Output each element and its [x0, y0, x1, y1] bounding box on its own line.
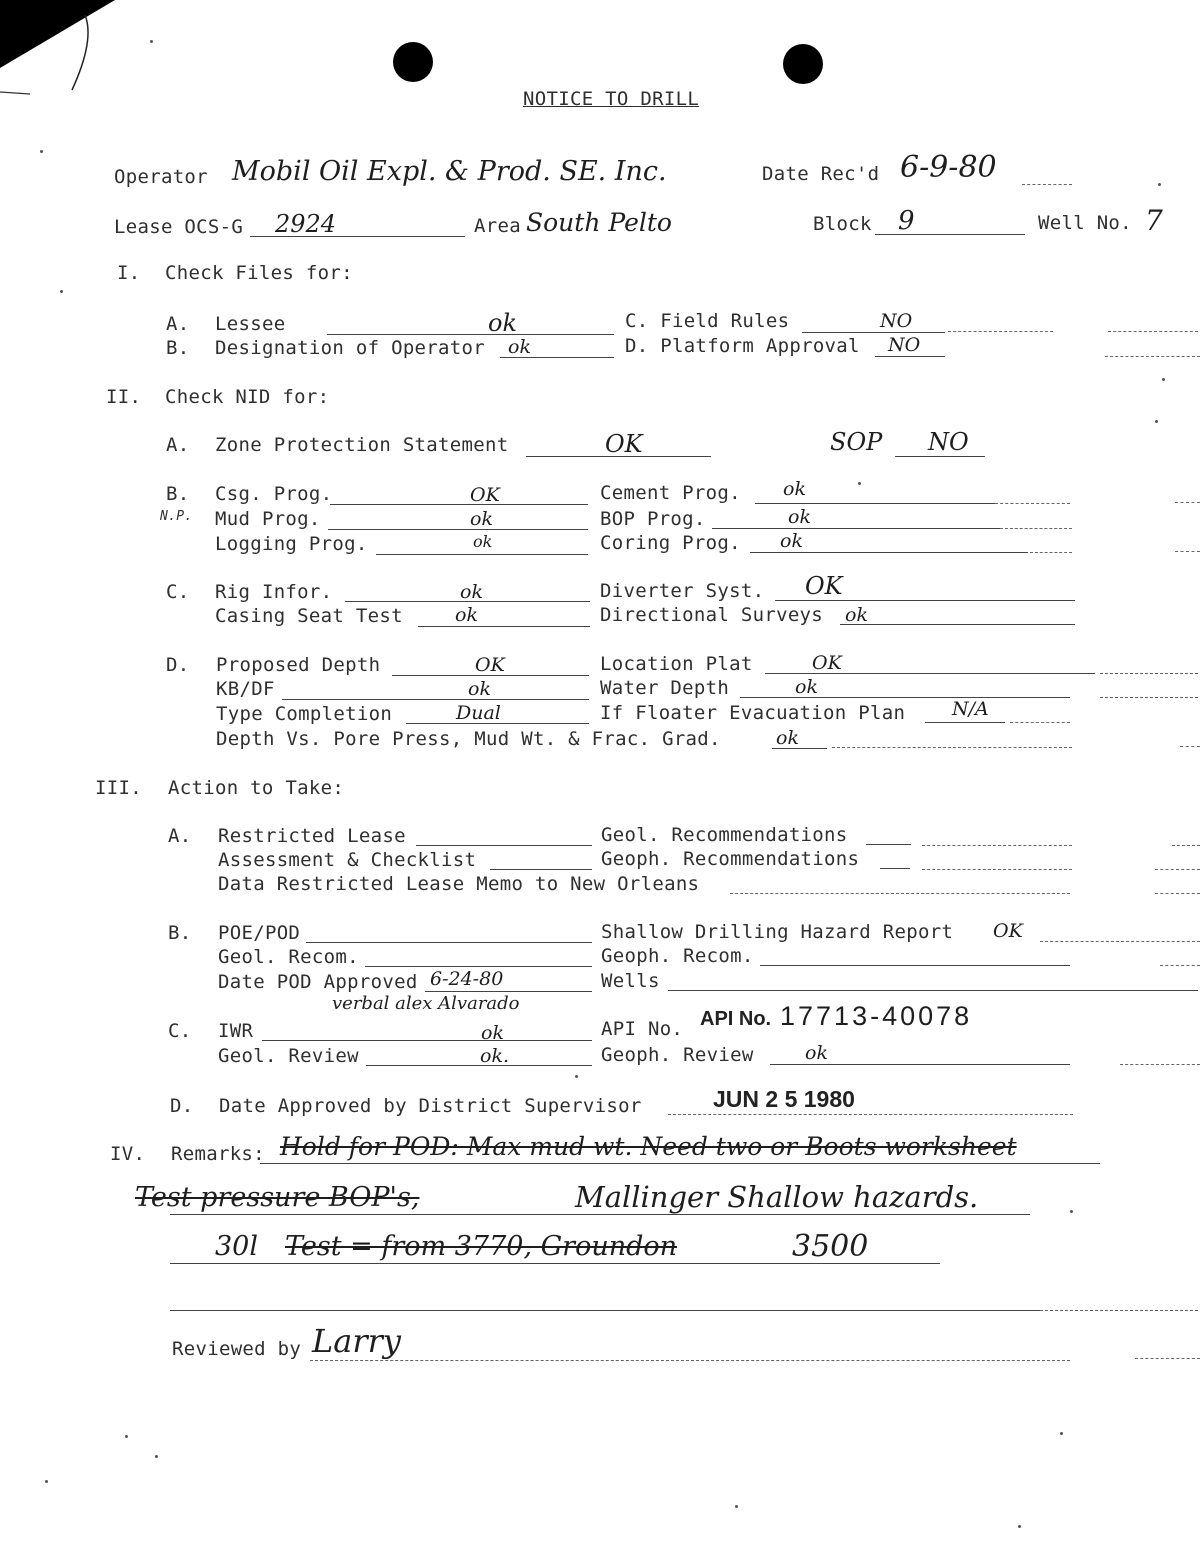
kbdf-value: ok — [468, 678, 491, 700]
designation-letter: B. — [166, 337, 190, 359]
rig-value: ok — [460, 581, 483, 603]
api-value: 17713-40078 — [780, 1001, 973, 1031]
page-title: NOTICE TO DRILL — [523, 88, 700, 110]
approved-label: Date Approved by District Supervisor — [219, 1095, 642, 1117]
geoph-recom-label: Geoph. Recom. — [601, 945, 754, 967]
depth-vs-value: ok — [776, 727, 799, 749]
assessment-label: Assessment & Checklist — [218, 849, 477, 871]
remarks-line-3b: 3500 — [792, 1229, 869, 1264]
section-3-numeral: III. — [95, 777, 142, 799]
platform-approval-label: D. Platform Approval — [625, 335, 860, 357]
well-no-value: 7 — [1145, 204, 1163, 237]
operator-label: Operator — [114, 166, 208, 188]
floater-label: If Floater Evacuation Plan — [600, 702, 906, 724]
operator-value: Mobil Oil Expl. & Prod. SE. Inc. — [232, 156, 667, 187]
section-3-title: Action to Take: — [168, 777, 345, 799]
geoph-review-value: ok — [805, 1042, 828, 1064]
type-completion-label: Type Completion — [216, 703, 393, 725]
water-depth-label: Water Depth — [600, 677, 730, 699]
remarks-line-2-struck: Test pressure BOP's, — [135, 1182, 420, 1213]
zone-label: Zone Protection Statement — [215, 434, 509, 456]
date-recd-label: Date Rec'd — [762, 163, 880, 185]
csg-label: Csg. Prog. — [215, 483, 333, 505]
geol-review-value: ok. — [480, 1045, 509, 1067]
iwr-label: IWR — [218, 1020, 254, 1042]
lease-label: Lease OCS-G — [114, 216, 244, 238]
logging-value: ok — [473, 532, 493, 551]
area-label: Area — [474, 215, 521, 237]
pod-approved-value: 6-24-80 — [430, 968, 504, 990]
csg-letter: B. — [166, 483, 190, 505]
iwr-letter: C. — [168, 1020, 192, 1042]
rig-label: Rig Infor. — [215, 581, 333, 603]
geol-rec-label: Geol. Recommendations — [601, 824, 848, 846]
proposed-depth-letter: D. — [166, 654, 190, 676]
pod-note: verbal alex Alvarado — [332, 993, 520, 1014]
approved-letter: D. — [170, 1095, 194, 1117]
remarks-line-2: Mallinger Shallow hazards. — [575, 1180, 979, 1214]
section-2-title: Check NID for: — [165, 386, 330, 408]
reviewed-label: Reviewed by — [172, 1338, 302, 1360]
zone-letter: A. — [166, 434, 190, 456]
proposed-depth-label: Proposed Depth — [216, 654, 381, 676]
section-2-numeral: II. — [106, 386, 142, 408]
poe-label: POE/POD — [218, 922, 301, 944]
punch-hole-right — [783, 44, 823, 84]
water-depth-value: ok — [795, 676, 818, 698]
shallow-label: Shallow Drilling Hazard Report — [601, 921, 954, 943]
csg-value: OK — [470, 484, 500, 506]
directional-label: Directional Surveys — [600, 604, 824, 626]
type-completion-value: Dual — [456, 702, 501, 724]
geol-recom-label: Geol. Recom. — [218, 946, 359, 968]
restricted-label: Restricted Lease — [218, 825, 406, 847]
logging-label: Logging Prog. — [215, 533, 368, 555]
api-label: API No. — [601, 1018, 684, 1040]
remarks-line-3-struck: Test = from 3770, Groundon — [285, 1231, 678, 1262]
platform-approval-value: NO — [888, 334, 921, 356]
wells-label: Wells — [601, 970, 660, 992]
pod-approved-label: Date POD Approved — [218, 971, 418, 993]
mud-label: Mud Prog. — [215, 508, 321, 530]
data-restricted-label: Data Restricted Lease Memo to New Orleans — [218, 873, 700, 895]
api-stamp-prefix: API No. — [700, 1008, 772, 1030]
casing-seat-label: Casing Seat Test — [215, 605, 403, 627]
punch-hole-left — [393, 42, 433, 82]
lease-value: 2924 — [275, 210, 337, 238]
sop-value: NO — [928, 428, 969, 456]
section-1-numeral: I. — [117, 262, 141, 284]
coring-label: Coring Prog. — [600, 532, 741, 554]
floater-value: N/A — [952, 698, 989, 720]
shallow-value: OK — [993, 920, 1023, 942]
kbdf-label: KB/DF — [216, 678, 275, 700]
bop-value: ok — [788, 506, 811, 528]
geoph-rec-label: Geoph. Recommendations — [601, 848, 860, 870]
restricted-letter: A. — [168, 825, 192, 847]
coring-value: ok — [780, 530, 803, 552]
proposed-depth-value: OK — [475, 654, 505, 676]
cement-label: Cement Prog. — [600, 482, 741, 504]
area-value: South Pelto — [526, 208, 672, 237]
mud-value: ok — [470, 508, 493, 530]
well-no-label: Well No. — [1038, 212, 1132, 234]
bop-label: BOP Prog. — [600, 508, 706, 530]
reviewed-signature: Larry — [312, 1322, 401, 1360]
sop-label: SOP — [830, 428, 883, 456]
remarks-line-1: Hold for POD: Max mud wt. Need two or Boots worksheet — [280, 1132, 1017, 1161]
section-4-numeral: IV. — [110, 1143, 146, 1165]
zone-value: OK — [605, 430, 643, 458]
diverter-value: OK — [805, 572, 843, 600]
lessee-value: ok — [488, 309, 517, 337]
lessee-letter: A. — [166, 313, 190, 335]
block-label: Block — [813, 213, 872, 235]
geol-review-label: Geol. Review — [218, 1045, 359, 1067]
diverter-label: Diverter Syst. — [600, 580, 765, 602]
np-mark: N.P. — [160, 509, 193, 524]
lessee-label: Lessee — [215, 313, 286, 335]
poe-letter: B. — [168, 922, 192, 944]
approved-value: JUN 2 5 1980 — [713, 1086, 855, 1112]
corner-tear — [0, 0, 120, 100]
geoph-review-label: Geoph. Review — [601, 1044, 754, 1066]
location-plat-label: Location Plat — [600, 653, 753, 675]
remarks-line-3a: 30l — [215, 1231, 258, 1262]
remarks-label: Remarks: — [171, 1143, 265, 1165]
section-1-title: Check Files for: — [165, 262, 353, 284]
field-rules-value: NO — [880, 310, 913, 332]
casing-seat-value: ok — [455, 604, 478, 626]
depth-vs-label: Depth Vs. Pore Press, Mud Wt. & Frac. Grad. — [216, 728, 721, 750]
iwr-value: ok — [481, 1022, 504, 1044]
directional-value: ok — [845, 604, 868, 626]
designation-label: Designation of Operator — [215, 337, 485, 359]
block-value: 9 — [898, 206, 915, 236]
designation-value: ok — [508, 336, 531, 358]
field-rules-label: C. Field Rules — [625, 310, 790, 332]
rig-letter: C. — [166, 581, 190, 603]
cement-value: ok — [783, 478, 806, 500]
location-plat-value: OK — [812, 652, 842, 674]
date-recd-value: 6-9-80 — [900, 150, 997, 185]
